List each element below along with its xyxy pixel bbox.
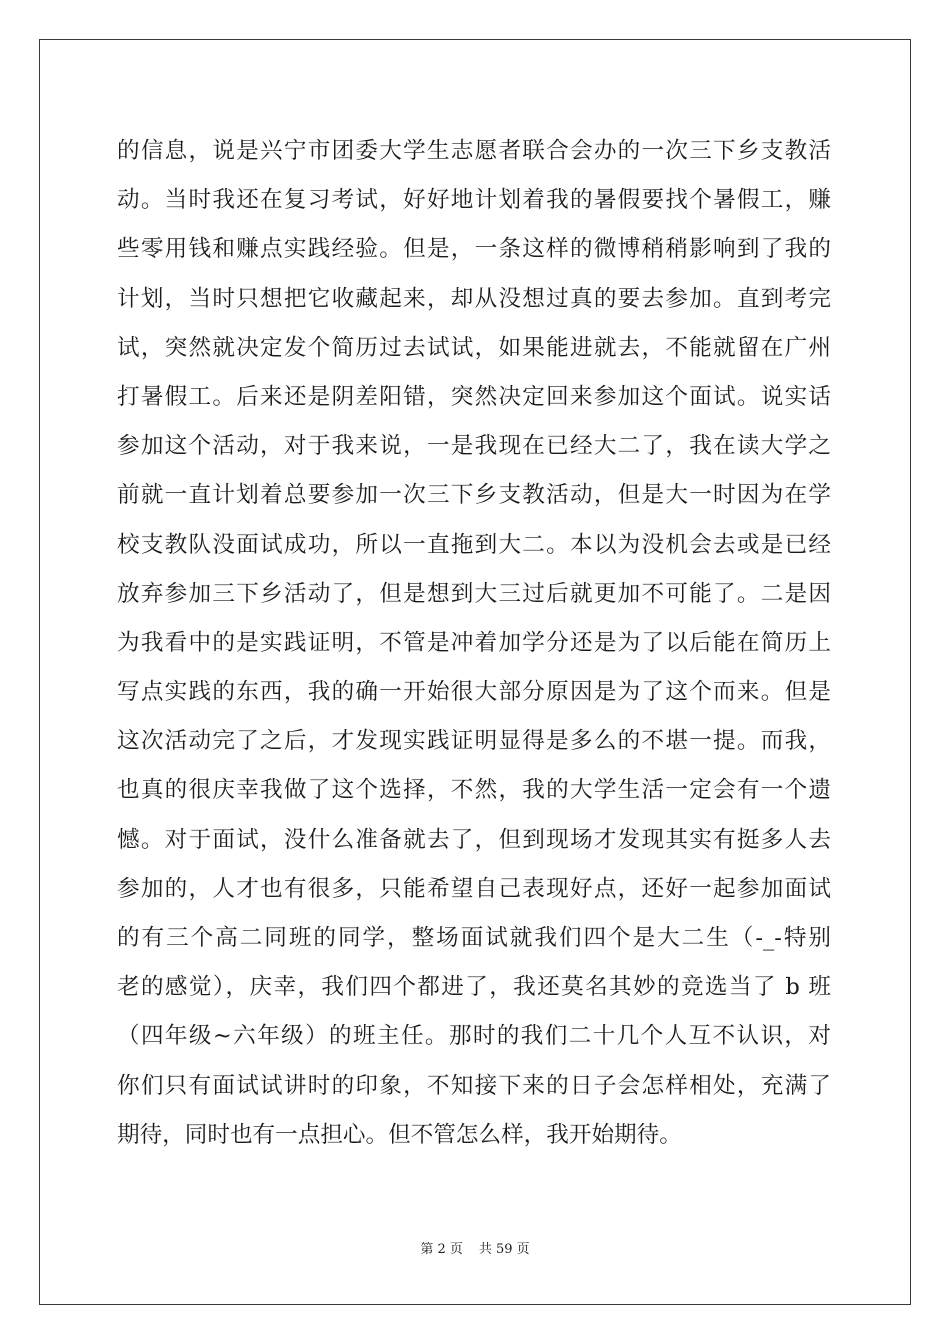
text-line: 也真的很庆幸我做了这个选择，不然，我的大学生活一定会有一个遗 [117, 777, 831, 804]
text-line: 打暑假工。后来还是阴差阳错，突然决定回来参加这个面试。说实话 [117, 383, 831, 410]
text-line: 为我看中的是实践证明，不管是冲着加学分还是为了以后能在简历上 [117, 629, 831, 656]
text-line: 计划，当时只想把它收藏起来，却从没想过真的要去参加。直到考完 [117, 285, 831, 312]
page-number: 第 2 页 [420, 1242, 463, 1257]
text-line: 些零用钱和赚点实践经验。但是，一条这样的微博稍稍影响到了我的 [117, 236, 831, 263]
text-line: 这次活动完了之后，才发现实践证明显得是多么的不堪一提。而我， [117, 728, 831, 755]
page-footer [0, 1241, 950, 1259]
text-line: （四年级~六年级）的班主任。那时的我们二十几个人互不认识，对 [117, 1023, 831, 1050]
text-line: 校支教队没面试成功，所以一直拖到大二。本以为没机会去或是已经 [117, 531, 831, 558]
text-line: 期待，同时也有一点担心。但不管怎么样，我开始期待。 [117, 1121, 682, 1148]
text-line: 的信息，说是兴宁市团委大学生志愿者联合会办的一次三下乡支教活 [117, 138, 831, 164]
text-line: 试，突然就决定发个简历过去试试，如果能进就去，不能就留在广州 [117, 334, 831, 361]
text-line: 前就一直计划着总要参加一次三下乡支教活动，但是大一时因为在学 [117, 482, 831, 509]
text-line: 你们只有面试试讲时的印象，不知接下来的日子会怎样相处，充满了 [117, 1072, 831, 1099]
text-line: 参加这个活动，对于我来说，一是我现在已经大二了，我在读大学之 [117, 433, 831, 460]
total-pages: 共 59 页 [478, 1242, 530, 1257]
text-line: 老的感觉），庆幸，我们四个都进了，我还莫名其妙的竞选当了 b 班 [117, 974, 831, 1001]
text-line: 写点实践的东西，我的确一开始很大部分原因是为了这个而来。但是 [117, 679, 831, 706]
text-line: 动。当时我还在复习考试，好好地计划着我的暑假要找个暑假工，赚 [117, 187, 831, 214]
body-text [117, 127, 831, 1160]
text-line: 的有三个高二同班的同学，整场面试就我们四个是大二生（-_-特别 [117, 925, 831, 951]
text-line: 放弃参加三下乡活动了，但是想到大三过后就更加不可能了。二是因 [117, 580, 831, 607]
text-line: 参加的，人才也有很多，只能希望自己表现好点，还好一起参加面试 [117, 875, 831, 902]
text-line: 憾。对于面试，没什么准备就去了，但到现场才发现其实有挺多人去 [117, 826, 831, 853]
